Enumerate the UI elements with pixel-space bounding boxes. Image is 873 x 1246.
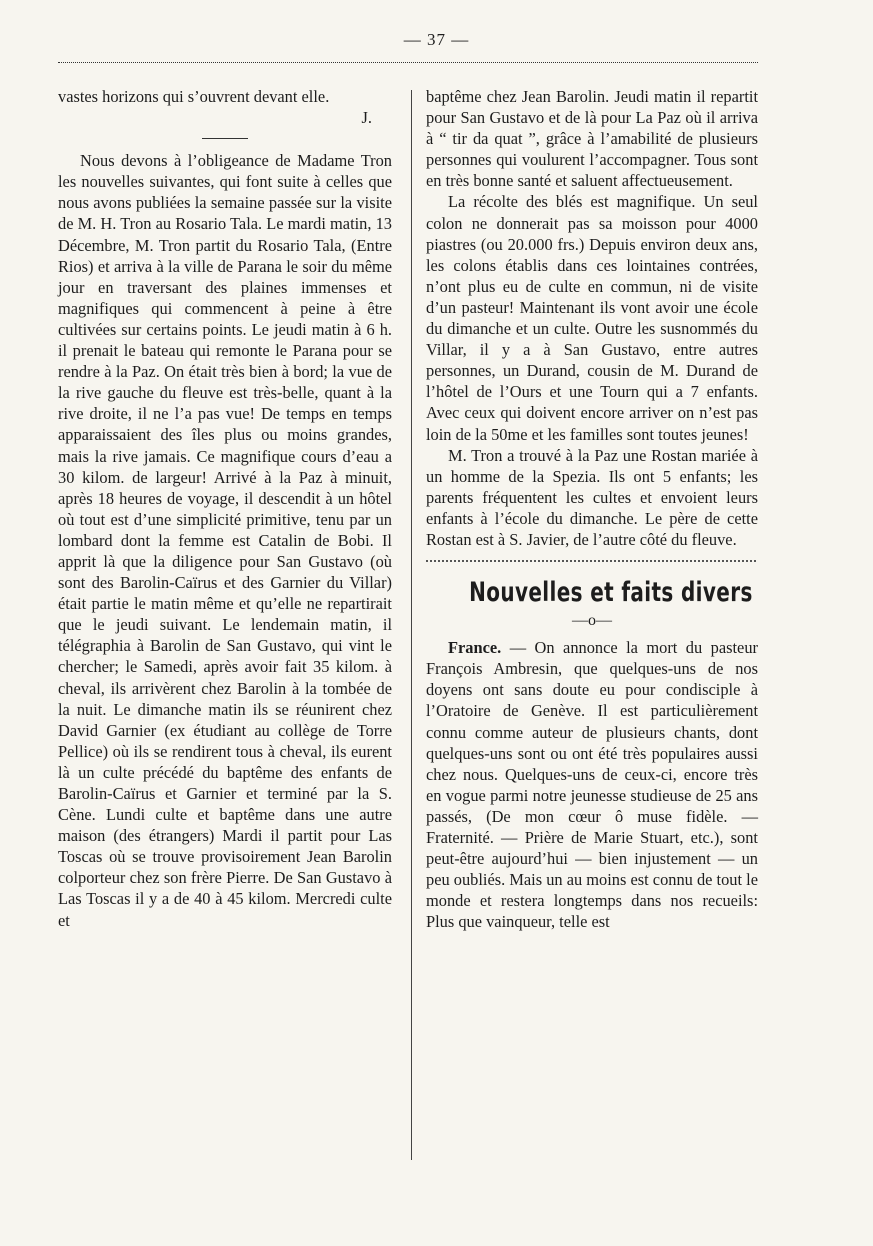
short-separator [202, 138, 248, 139]
section-ornament: —o— [572, 612, 612, 630]
left-column [58, 86, 392, 931]
left-continuation: vastes horizons qui s’ouvrent devant elle. [58, 87, 330, 106]
author-signature: J. [361, 108, 372, 128]
page-number: — 37 — [403, 30, 470, 49]
section-heading: Nouvelles et faits divers [469, 577, 753, 609]
dotted-separator [426, 560, 756, 562]
news-lead: France. [448, 638, 502, 658]
news-item-france [426, 637, 758, 932]
column-divider [411, 90, 412, 1160]
right-continuation: baptême chez Jean Barolin. Jeudi matin il repartit pour San Gustavo et de là pour La Paz où il arriva à “ tir da quat ”, grâce à l’amabilité de plusieurs personnes qui voulurent l’accompagner. Tous sont en très bonne santé et saluent affectueusement. [426, 87, 758, 191]
rostan-paragraph: M. Tron a trouvé à la Paz une Rostan mariée à un homme de la Spezia. Ils ont 5 enfants; les parents fréquentent les cultes et envoient leurs enfants à l’école du dimanche. Le père de cette Rostan est à S. Javier, de l’autre côté du fleuve. [426, 445, 758, 549]
news-text: — On annonce la mort du pasteur François Ambresin, que quelques-uns de nos doyens ont sans doute eu pour condisciple à l’Oratoire de Genève. Il est particulièrement connu comme auteur de plusieurs chants, dont quelques-uns sont ou ont été très populaires aussi chez nous. Quelques-uns de ceux-ci, encore très en vogue parmi notre jeunesse studieuse de 25 ans passés, (De mon cœur ô muse fidèle. — Fraternité. — Prière de Marie Stuart, etc.), sont peut-être aujourd’hui — bien injustement — un peu oubliés. Mais un au moins est connu de tout le monde et restera longtemps dans nos recueils: Plus que vainqueur, telle est [426, 638, 758, 932]
header-rule [58, 62, 758, 63]
right-column [426, 86, 758, 932]
tron-report-paragraph: Nous devons à l’obligeance de Madame Tron les nouvelles suivantes, qui font suite à celles que nous avons publiées la semaine passée sur la visite de M. H. Tron au Rosario Tala. Le mardi matin, 13 Décembre, M. Tron partit du Rosario Tala, (Entre Rios) et arriva à la ville de Parana le soir du même jour en traversant des plaines immenses et magnifiques qui commencent à peine à être cultivées sur certains points. Le jeudi matin à 6 h. il prenait le bateau qui remonte le Parana pour se rendre à la Paz. On était très bien à bord; la vue de la rive gauche du fleuve est très-belle, quant à la rive droite, il ne l’a pas vue! De temps en temps apparaissaient des îles plus ou moins grandes, mais la rive jamais. Ce magnifique cours d’eau a 30 kilom. de largeur! Arrivé à la Paz à minuit, après 18 heures de voyage, il descendit à un hôtel où tout est d’une simplicité primitive, tenu par un lombard dont la femme est Catalin de Bobi. Il apprit là que la diligence pour San Gustavo (où sont des Barolin-Caïrus et des Garnier du Villar) était partie le matin même et qu’elle ne repartirait que le jeudi suivant. Le lendemain matin, il télégraphia à Barolin de San Gustavo, qui vint le chercher; le Samedi, après avoir fait 35 kilom. à cheval, ils arrivèrent chez Barolin à la tombée de la nuit. Le dimanche matin ils se réunirent chez David Garnier (ex étudiant au collège de Torre Pellice) où ils se rendirent tous à cheval, ils eurent là un culte précédé du baptême des enfants de Barolin-Caïrus et Garnier et terminé par la S. Cène. Lundi culte et baptême dans une autre maison (des étrangers) Mardi il partit pour Las Toscas où se trouve provisoirement Jean Barolin colporteur chez son frère Pierre. De San Gustavo à Las Toscas il y a de 40 à 45 kilom. Mercredi culte et [58, 151, 392, 930]
harvest-paragraph: La récolte des blés est magnifique. Un seul colon ne donnerait pas sa moisson pour 4000 piastres (ou 20.000 frs.) Depuis environ deux ans, les colons établis dans ces lointaines contrées, n’ont plus eu de culte en commun, ni de visite d’un pasteur! Maintenant ils vont avoir une école du dimanche et un culte. Outre les susnommés du Villar, il y a à San Gustavo, entre autres personnes, un Durand, cousin de M. Durand de l’hôtel de l’Ours et une Tourn qui a 7 enfants. Avec ceux qui doivent encore arriver on n’est pas loin de la 50me et les familles sont toutes jeunes! [426, 192, 758, 444]
